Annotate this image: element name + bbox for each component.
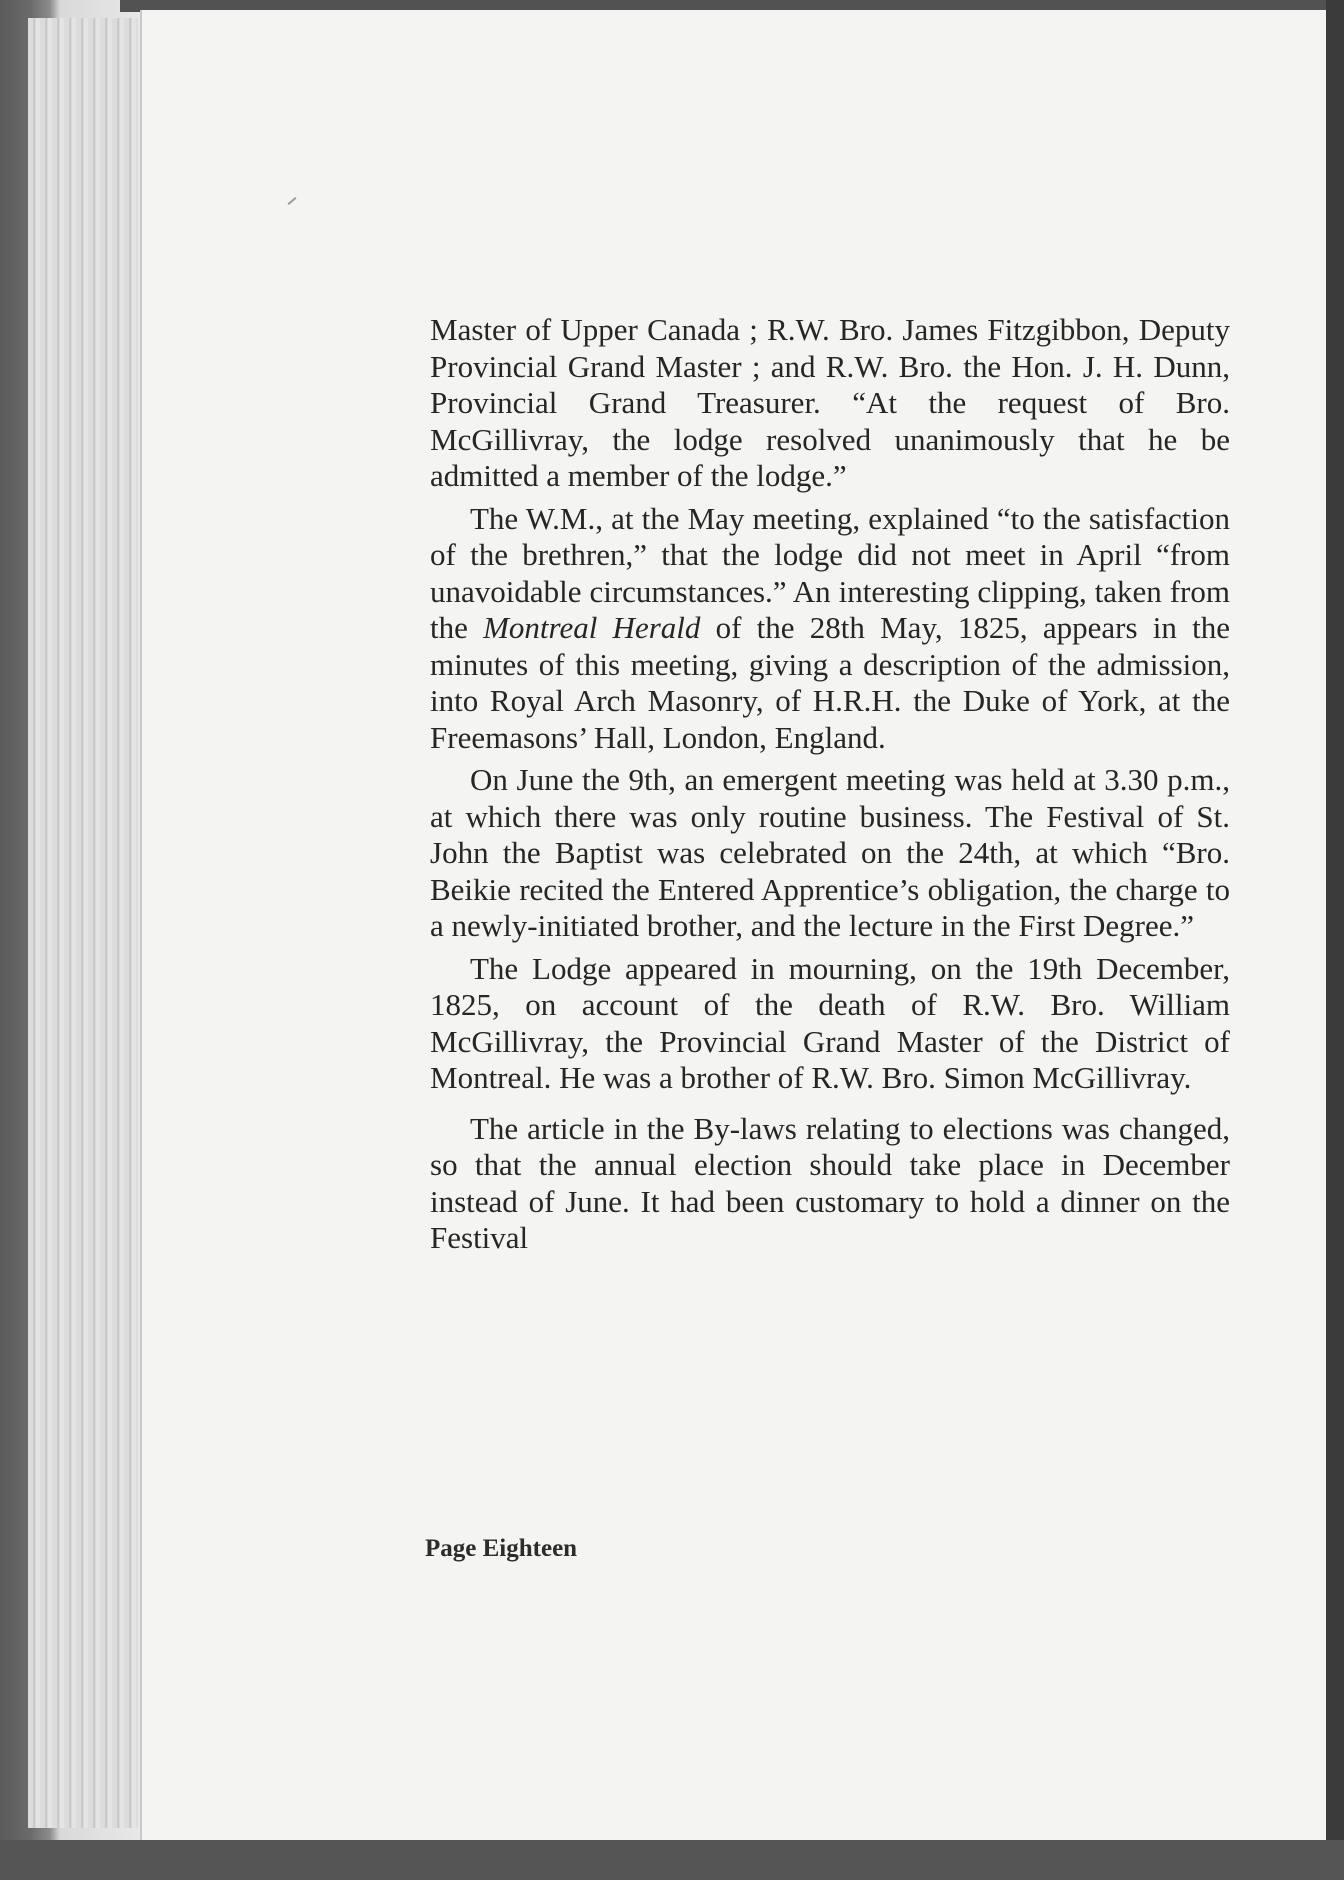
page-footer: Page Eighteen <box>425 1535 578 1562</box>
paragraph-4 <box>430 951 1230 1097</box>
paragraph-3-text: On June the 9th, an emergent meeting was held at 3.30 p.m., at which there was only routine business. The Festival of St. John the Baptist was celebrated on the 24th, at which “Bro. Beikie recited the Entered Apprentice’s obligation, the charge to a newly-initiated brother, and the lecture in the First Degree.” <box>430 762 1230 943</box>
scan-bottom-border <box>0 1840 1344 1880</box>
paragraph-5 <box>430 1111 1230 1257</box>
page-edges <box>28 18 138 1828</box>
paragraph-1-text: Master of Upper Canada ; R.W. Bro. James Fitzgibbon, Deputy Provincial Grand Master ; and R.W. Bro. the Hon. J. H. Dunn, Provincial Grand Treasurer. “At the request of Bro. McGillivray, the lodge resolved unanimously that he be admitted a member of the lodge.” <box>430 312 1230 493</box>
scan-right-border <box>1326 0 1344 1880</box>
paragraph-1 <box>430 312 1230 495</box>
paragraph-4-text: The Lodge appeared in mourning, on the 19th December, 1825, on account of the death of R.W. Bro. William McGillivray, the Provincial Grand Master of the District of Montreal. He was a brother of R.W. Bro. Simon McGillivray. <box>430 950 1230 1095</box>
paragraph-2 <box>430 501 1230 757</box>
paragraph-5-text: The article in the By-laws relating to elections was changed, so that the annual election should take place in December instead of June. It had been customary to hold a dinner on the Festival <box>430 1110 1230 1255</box>
paragraph-3 <box>430 762 1230 945</box>
paragraph-2-text-b: of the 28th May, 1825, appears in the minutes of this meeting, giving a description of the admission, into Royal Arch Masonry, of H.R.H. the Duke of York, at the Freemasons’ Hall, London, England. <box>430 610 1230 755</box>
newspaper-title: Montreal Herald <box>483 610 701 645</box>
body-text <box>430 312 1230 1263</box>
paragraph-2-text-a: The W.M., at the May meeting, explained “to the satisfaction of the brethren,” that the lodge did not meet in April “from unavoidable circumstances.” An interesting clipping, taken from the <box>430 500 1230 645</box>
paper-mark <box>288 197 297 205</box>
